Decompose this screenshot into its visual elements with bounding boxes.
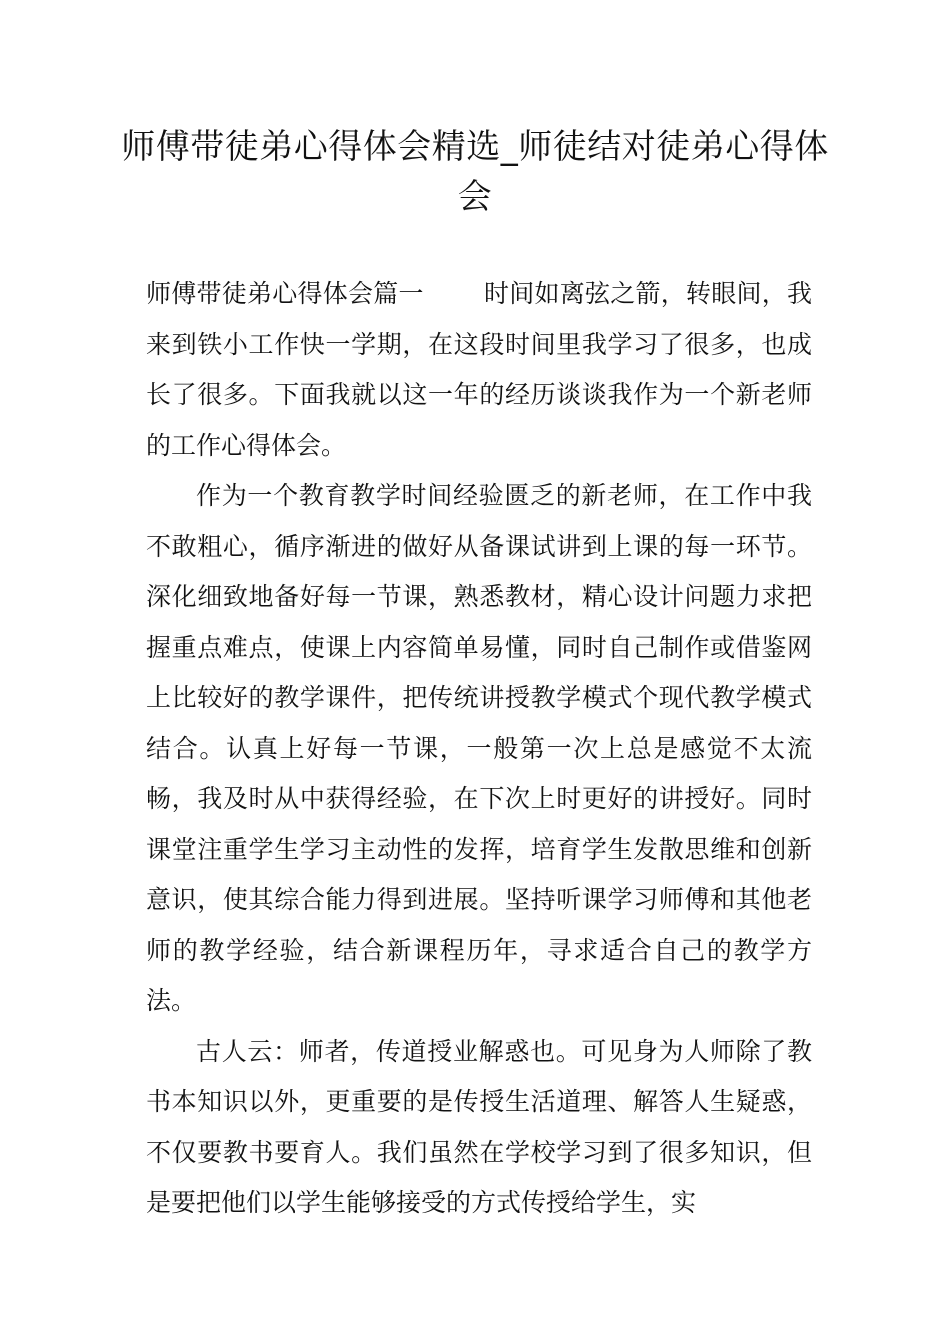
document-title: 师傅带徒弟心得体会精选_师徒结对徒弟心得体会	[121, 127, 829, 217]
paragraph-2: 作为一个教育教学时间经验匮乏的新老师，在工作中我不敢粗心，循序渐进的做好从备课试讲到上课的每一环节。深化细致地备好每一节课，熟悉教材，精心设计问题力求把握重点难点，使课上内容简单易懂，同时自己制作或借鉴网上比较好的教学课件，把传统讲授教学模式个现代教学模式结合。认真上好每一节课，一般第一次上总是感觉不太流畅，我及时从中获得经验，在下次上时更好的讲授好。同时课堂注重学生学习主动性的发挥，培育学生发散思维和创新意识，使其综合能力得到进展。坚持听课学习师傅和其他老师的教学经验，结合新课程历年，寻求适合自己的教学方法。	[146, 481, 812, 1015]
paragraph-1	[146, 269, 812, 471]
section-heading: 师傅带徒弟心得体会篇一	[146, 279, 424, 308]
document-body	[146, 269, 812, 1229]
paragraph-1-text: 时间如离弦之箭，转眼间，我来到铁小工作快一学期，在这段时间里我学习了很多，也成长了很多。下面我就以这一年的经历谈谈我作为一个新老师的工作心得体会。	[146, 279, 812, 460]
paragraph-3: 古人云：师者，传道授业解惑也。可见身为人师除了教书本知识以外，更重要的是传授生活道理、解答人生疑惑，不仅要教书要育人。我们虽然在学校学习到了很多知识，但是要把他们以学生能够接受的方式传授给学生，实	[146, 1036, 812, 1217]
